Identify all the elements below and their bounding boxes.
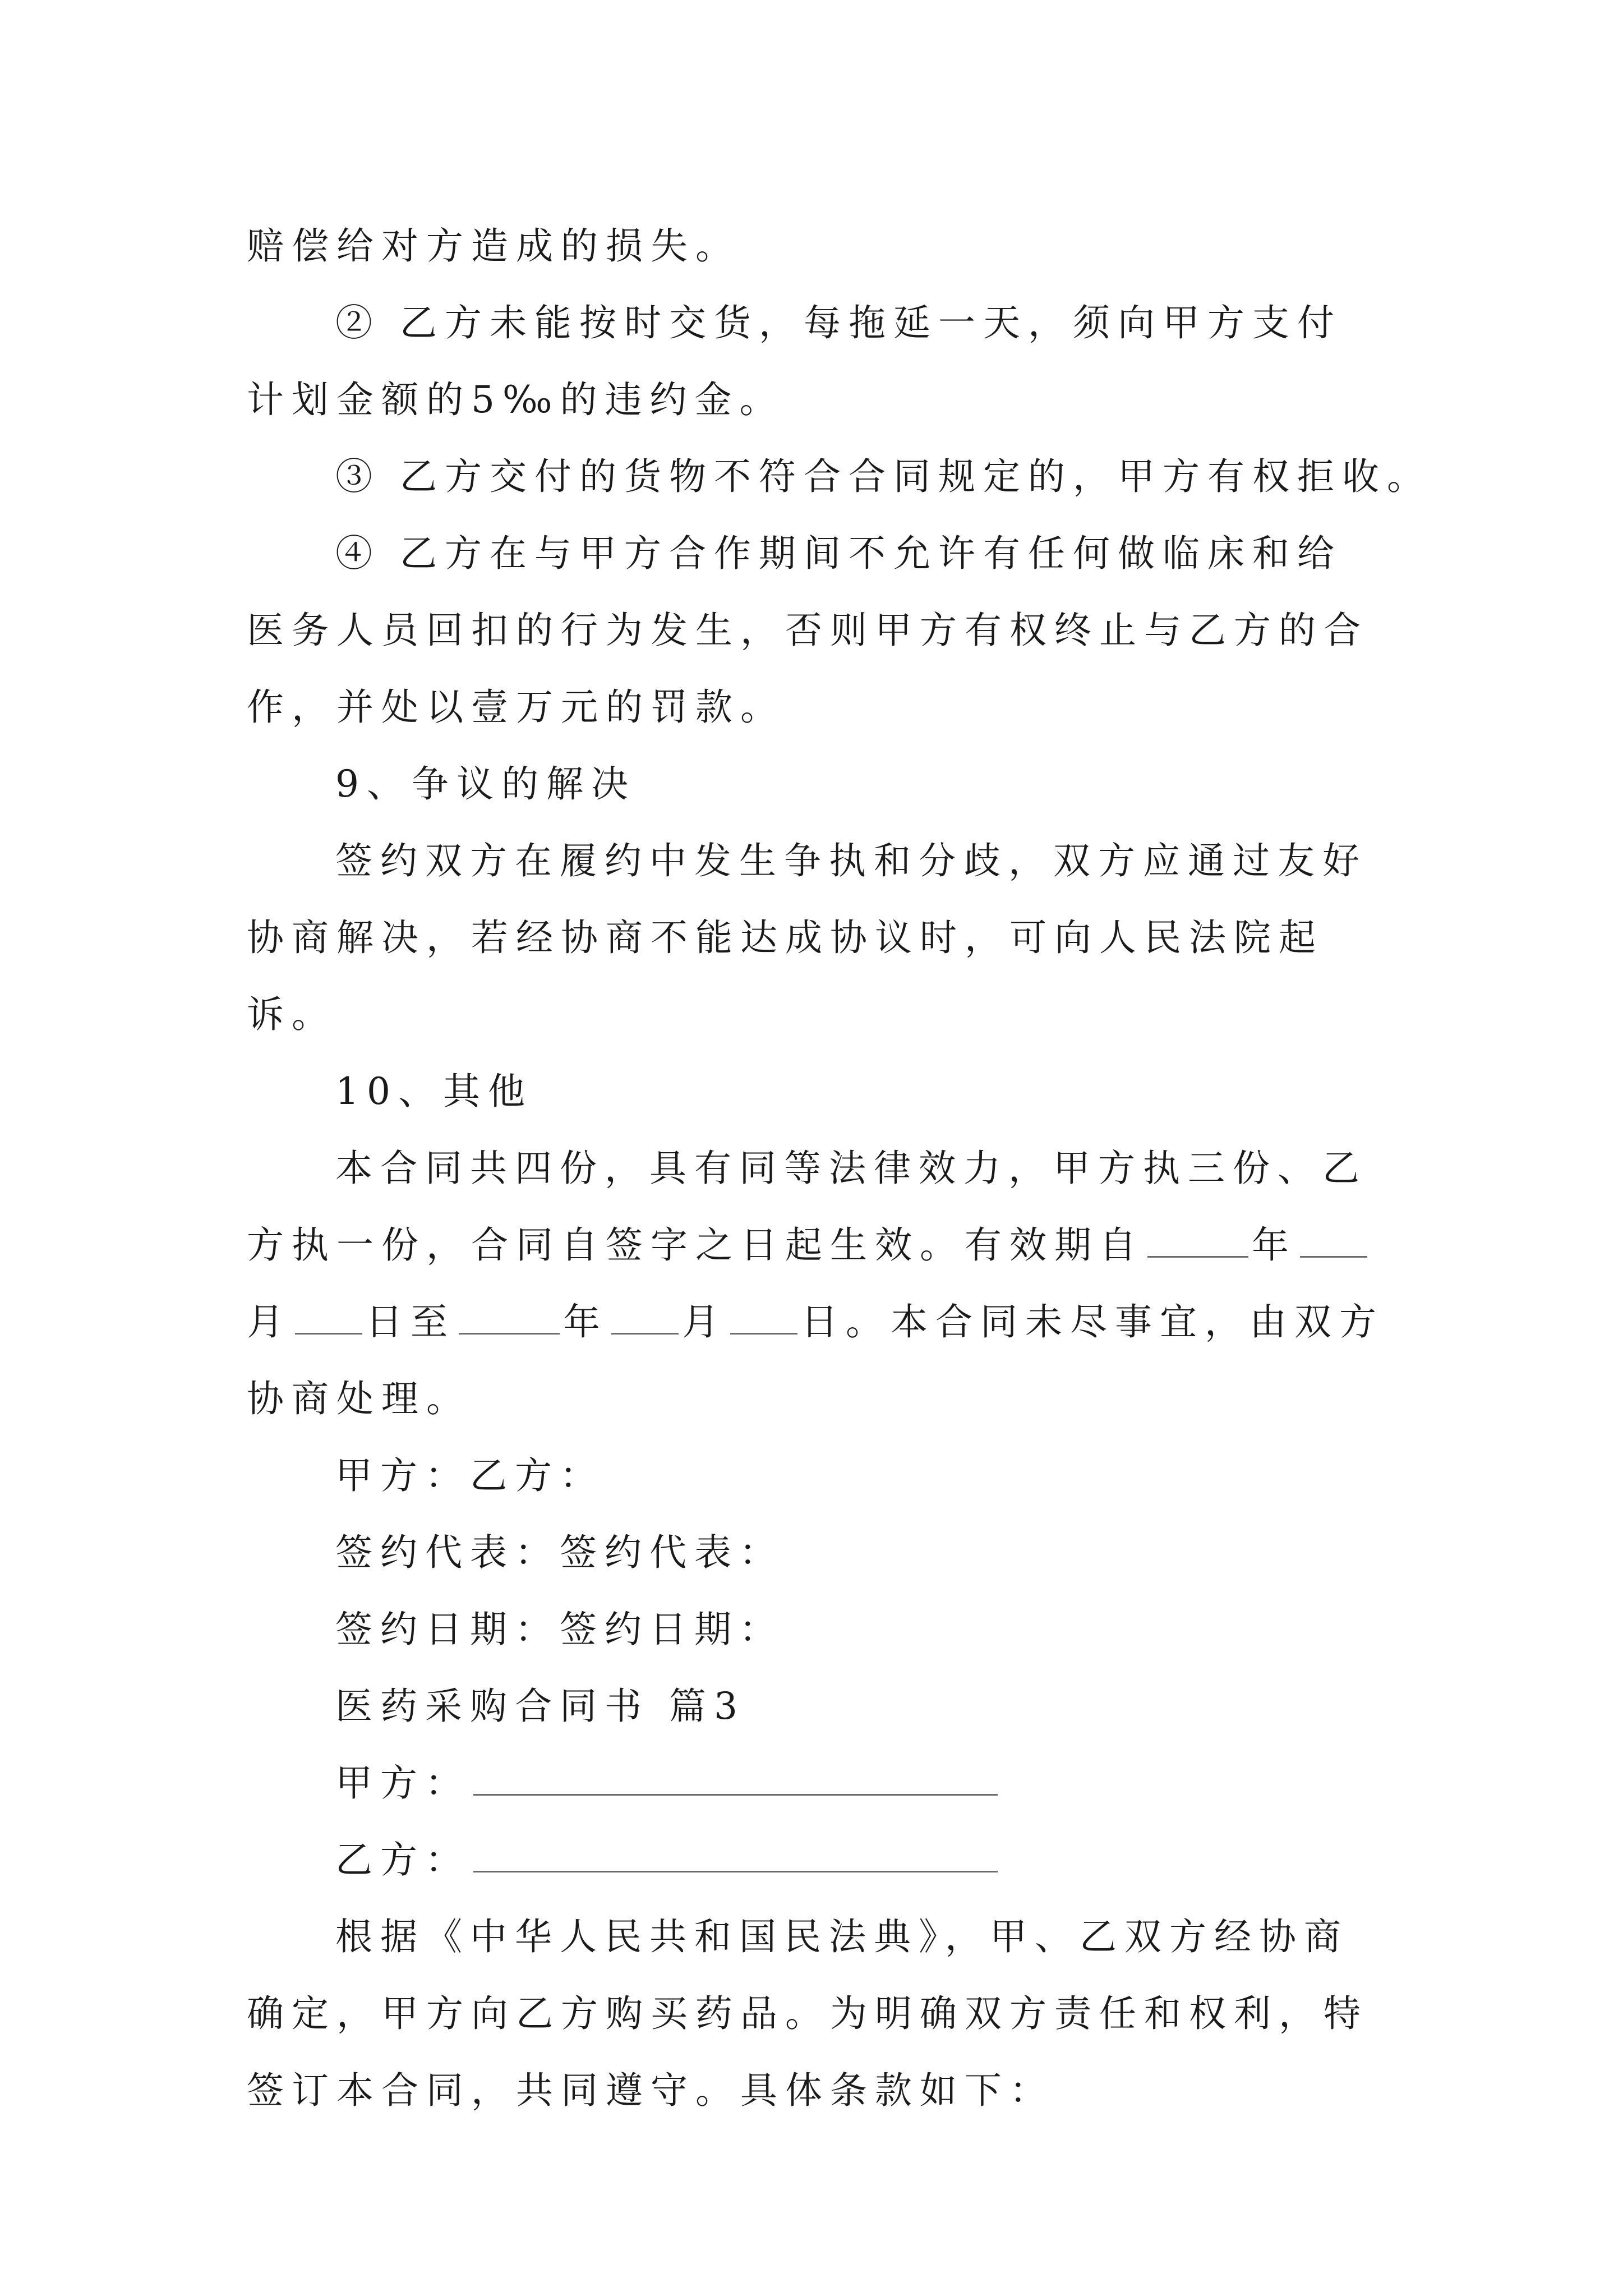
blank-end-day[interactable] xyxy=(730,1302,797,1335)
paragraph-dispute-resolution: 签约双方在履约中发生争执和分歧，双方应通过友好协商解决，若经协商不能达成协议时，可向人民法院起诉。 xyxy=(247,839,1367,1036)
party-b-label: 乙方： xyxy=(335,1838,470,1881)
blank-end-year[interactable] xyxy=(459,1302,560,1335)
paragraph-contract-term xyxy=(247,1130,1385,1437)
clause-late-delivery: ② 乙方未能按时交货，每拖延一天，须向甲方支付计划金额的5‰的违约金。 xyxy=(247,301,1342,421)
blank-start-year[interactable] xyxy=(1147,1225,1248,1258)
blank-end-month[interactable] xyxy=(611,1302,679,1335)
paragraph-compensation-continued: 赔偿给对方造成的损失。 xyxy=(247,224,740,268)
term-month-label: 月 xyxy=(247,1300,292,1343)
blank-start-month[interactable] xyxy=(1300,1225,1367,1258)
clause-no-kickbacks: ④ 乙方在与甲方合作期间不允许有任何做临床和给医务人员回扣的行为发生，否则甲方有权终止与乙方的合作，并处以壹万元的罚款。 xyxy=(247,532,1368,729)
clause-nonconforming-goods: ③ 乙方交付的货物不符合合同规定的，甲方有权拒收。 xyxy=(335,455,1432,498)
section-heading-dispute: 9、争议的解决 xyxy=(335,762,636,806)
paragraph-contract-intro: 根据《中华人民共和国民法典》，甲、乙双方经协商确定，甲方向乙方购买药品。为明确双方责任和权利，特签订本合同，共同遵守。具体条款如下： xyxy=(247,1915,1368,2112)
signature-dates: 签约日期：签约日期： xyxy=(335,1608,784,1651)
party-a-line xyxy=(247,1745,1385,1821)
party-b-line xyxy=(247,1821,1385,1898)
term-end-month-label: 月 xyxy=(682,1300,727,1343)
signature-representatives: 签约代表：签约代表： xyxy=(335,1531,784,1574)
term-text-part1: 本合同共四份，具有同等法律效力，甲方执三份、乙方执一份，合同自签字之日起生效。有效期自 xyxy=(247,1147,1367,1267)
document-body xyxy=(247,208,1432,2129)
term-text-end: 日。本合同未尽事宜，由双方协商处理。 xyxy=(247,1300,1384,1420)
term-year-label: 年 xyxy=(1252,1223,1297,1267)
section-heading-other: 10、其他 xyxy=(335,1070,533,1113)
term-day-to-label: 日至 xyxy=(366,1300,455,1343)
signature-parties: 甲方：乙方： xyxy=(335,1454,605,1497)
section-title-part3: 医药采购合同书 篇3 xyxy=(335,1685,745,1728)
blank-start-day[interactable] xyxy=(295,1302,362,1335)
party-a-label: 甲方： xyxy=(335,1761,470,1805)
party-a-blank[interactable] xyxy=(473,1763,998,1796)
party-b-blank[interactable] xyxy=(473,1840,998,1872)
term-end-year-label: 年 xyxy=(563,1300,608,1343)
